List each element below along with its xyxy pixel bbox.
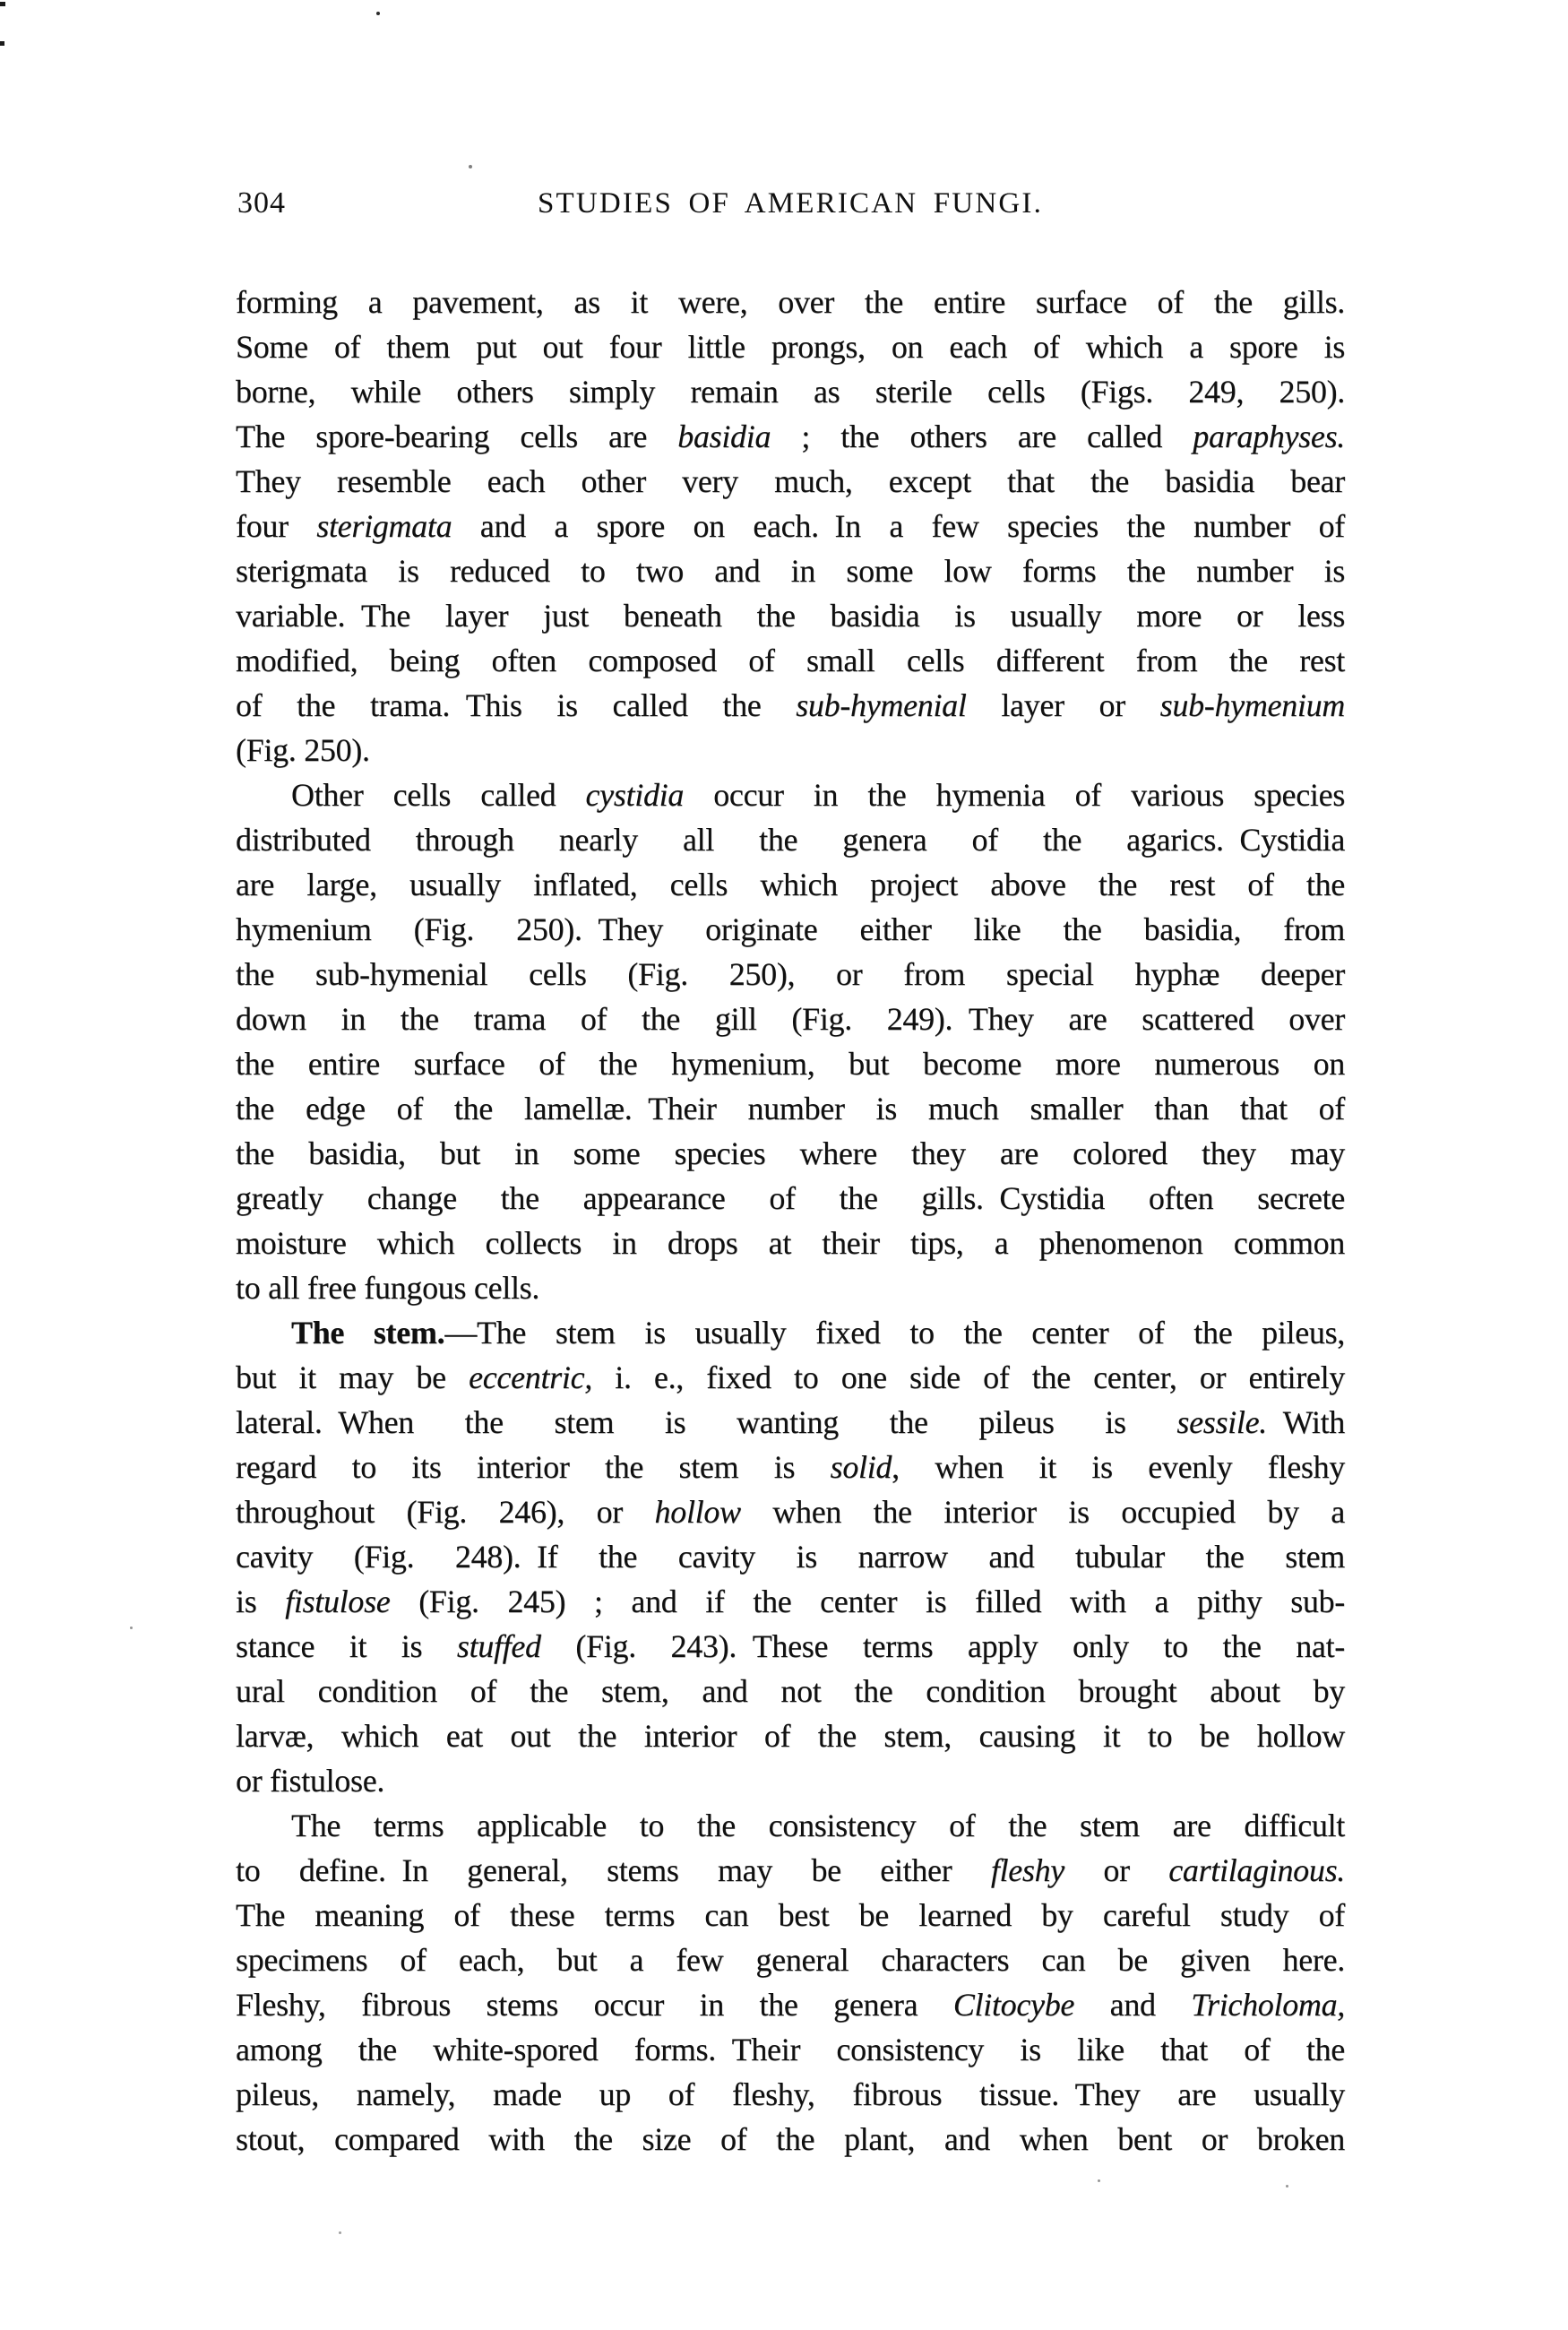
text-line xyxy=(236,1400,1345,1445)
text-segment: fleshy xyxy=(990,1852,1064,1888)
scan-artifact xyxy=(130,1627,133,1629)
text-line xyxy=(236,772,1345,817)
text-line xyxy=(236,548,1345,593)
text-line xyxy=(236,1803,1345,1848)
text-line xyxy=(236,1445,1345,1489)
text-segment: or xyxy=(1064,1852,1169,1888)
text-segment: modified, being often composed of small cells different from the rest xyxy=(236,643,1345,678)
text-line xyxy=(236,280,1345,324)
text-line xyxy=(236,1221,1345,1265)
text-segment: is xyxy=(236,1584,286,1619)
text-segment: stuffed xyxy=(456,1628,541,1664)
text-line xyxy=(236,1713,1345,1758)
text-segment: greatly change the appearance of the gills. Cystidia often secrete xyxy=(236,1180,1345,1216)
text-line xyxy=(236,1086,1345,1131)
text-line xyxy=(236,1848,1345,1893)
text-segment: sub-hymenium xyxy=(1159,687,1346,723)
scan-artifact xyxy=(1098,2179,1100,2182)
text-segment: the sub-hymenial cells (Fig. 250), or from special hyphæ deeper xyxy=(236,956,1345,992)
text-line xyxy=(236,907,1345,952)
text-segment: to all free fungous cells. xyxy=(236,1270,540,1306)
text-segment: With xyxy=(1266,1404,1345,1440)
text-line xyxy=(236,952,1345,997)
scan-artifact xyxy=(1286,2185,1288,2188)
text-segment: regard to its interior the stem is xyxy=(236,1449,831,1485)
text-segment: cartilaginous. xyxy=(1168,1852,1345,1888)
text-line xyxy=(236,1579,1345,1624)
text-segment: fistulose xyxy=(285,1584,391,1619)
text-line xyxy=(236,324,1345,369)
text-line xyxy=(236,1758,1345,1803)
paragraph xyxy=(236,1803,1345,2162)
text-segment: when the interior is occupied by a xyxy=(740,1494,1345,1530)
text-line xyxy=(236,1982,1345,2027)
text-line xyxy=(236,1131,1345,1176)
text-segment: forming a pavement, as it were, over the entire surface of the gills. xyxy=(236,284,1345,320)
text-line xyxy=(236,638,1345,683)
text-segment: and a spore on each. In a few species the number of xyxy=(452,508,1345,544)
text-line xyxy=(236,1310,1345,1355)
text-line xyxy=(236,1624,1345,1669)
text-segment: sessile. xyxy=(1176,1404,1267,1440)
text-segment: solid xyxy=(830,1449,892,1485)
text-segment: (Fig. 250). xyxy=(236,732,370,768)
text-segment: ; the others are called xyxy=(771,419,1193,454)
text-segment: They resemble each other very much, except that the basidia bear xyxy=(236,463,1345,499)
text-segment: the basidia, but in some species where they are colored they may xyxy=(236,1135,1345,1171)
text-segment: paraphyses. xyxy=(1193,419,1345,454)
text-line xyxy=(236,1893,1345,1937)
text-line xyxy=(236,1355,1345,1400)
running-head xyxy=(236,184,1345,223)
text-segment: hollow xyxy=(654,1494,741,1530)
text-segment: (Fig. 245) ; and if the center is filled with a pithy sub- xyxy=(390,1584,1345,1619)
text-segment: variable. The layer just beneath the basidia is usually more or less xyxy=(236,598,1345,634)
text-segment: eccentric, xyxy=(469,1359,592,1395)
text-line xyxy=(236,1265,1345,1310)
scan-artifact xyxy=(339,2231,341,2234)
text-segment: or fistulose. xyxy=(236,1763,385,1799)
scan-artifact xyxy=(376,12,380,15)
text-line xyxy=(236,683,1345,728)
text-segment: among the white-spored forms. Their consistency is like that of the xyxy=(236,2032,1345,2067)
text-segment: distributed through nearly all the genera of the agarics. Cystidia xyxy=(236,822,1345,858)
text-segment: Tricholoma, xyxy=(1191,1987,1345,2023)
text-segment: hymenium (Fig. 250). They originate either like the basidia, from xyxy=(236,911,1345,947)
text-line xyxy=(236,1489,1345,1534)
text-segment: stance it is xyxy=(236,1628,457,1664)
text-segment: cavity (Fig. 248). If the cavity is narrow and tubular the stem xyxy=(236,1539,1345,1575)
text-line xyxy=(236,1041,1345,1086)
running-title: STUDIES OF AMERICAN FUNGI. xyxy=(537,187,1044,220)
text-segment: , when it is evenly fleshy xyxy=(892,1449,1345,1485)
text-line xyxy=(236,459,1345,504)
text-segment: Other cells called xyxy=(291,777,586,813)
text-line xyxy=(236,1176,1345,1221)
text-line xyxy=(236,1937,1345,1982)
paragraph xyxy=(236,772,1345,1310)
text-segment: but it may be xyxy=(236,1359,470,1395)
text-line xyxy=(236,504,1345,548)
text-line xyxy=(236,593,1345,638)
text-line xyxy=(236,414,1345,459)
paragraph xyxy=(236,1310,1345,1803)
page-number: 304 xyxy=(237,186,286,220)
text-line xyxy=(236,369,1345,414)
text-segment: are large, usually inflated, cells which project above the rest of the xyxy=(236,867,1345,902)
text-segment: Fleshy, fibrous stems occur in the genera xyxy=(236,1987,953,2023)
text-segment: and xyxy=(1074,1987,1192,2023)
text-segment: throughout (Fig. 246), or xyxy=(236,1494,655,1530)
text-segment: layer or xyxy=(966,687,1160,723)
text-segment: borne, while others simply remain as sterile cells (Figs. 249, 250). xyxy=(236,374,1345,410)
text-segment: the edge of the lamellæ. Their number is much smaller than that of xyxy=(236,1091,1345,1126)
text-segment: larvæ, which eat out the interior of the stem, causing it to be hollow xyxy=(236,1718,1345,1754)
scan-artifact xyxy=(0,41,4,46)
text-line xyxy=(236,2027,1345,2072)
text-segment: i. e., fixed to one side of the center, or entirely xyxy=(591,1359,1345,1395)
text-segment: the entire surface of the hymenium, but become more numerous on xyxy=(236,1046,1345,1082)
text-segment: four xyxy=(236,508,317,544)
text-segment: sub-hymenial xyxy=(796,687,967,723)
text-segment: sterigmata is reduced to two and in some low forms the number is xyxy=(236,553,1345,589)
text-line xyxy=(236,862,1345,907)
text-line xyxy=(236,728,1345,772)
text-line xyxy=(236,997,1345,1041)
text-segment: to define. In general, stems may be either xyxy=(236,1852,991,1888)
text-body xyxy=(236,280,1345,2162)
text-segment: Clitocybe xyxy=(952,1987,1075,2023)
text-segment: cystidia xyxy=(585,777,685,813)
text-line xyxy=(236,1534,1345,1579)
text-segment: lateral. When the stem is wanting the pileus is xyxy=(236,1404,1177,1440)
text-line xyxy=(236,2117,1345,2162)
text-segment: specimens of each, but a few general characters can be given here. xyxy=(236,1942,1345,1978)
text-segment: —The stem is usually fixed to the center of the pileus, xyxy=(444,1315,1346,1351)
text-block xyxy=(236,184,1345,2162)
text-segment: stout, compared with the size of the plant, and when bent or broken xyxy=(236,2121,1345,2157)
text-segment: The stem. xyxy=(291,1315,445,1351)
text-line xyxy=(236,2072,1345,2117)
text-segment: Some of them put out four little prongs, on each of which a spore is xyxy=(236,329,1345,365)
text-segment: The spore-bearing cells are xyxy=(236,419,678,454)
text-segment: The terms applicable to the consistency of the stem are difficult xyxy=(291,1808,1345,1843)
text-segment: of the trama. This is called the xyxy=(236,687,797,723)
text-segment: occur in the hymenia of various species xyxy=(684,777,1345,813)
text-segment: ural condition of the stem, and not the condition brought about by xyxy=(236,1673,1345,1709)
text-line xyxy=(236,817,1345,862)
text-segment: (Fig. 243). These terms apply only to the nat- xyxy=(540,1628,1345,1664)
text-segment: The meaning of these terms can best be learned by careful study of xyxy=(236,1897,1345,1933)
scan-artifact xyxy=(469,165,472,168)
text-segment: basidia xyxy=(677,419,771,454)
text-line xyxy=(236,1669,1345,1713)
paragraph xyxy=(236,280,1345,772)
scan-artifact xyxy=(0,2,5,6)
text-segment: moisture which collects in drops at their tips, a phenomenon common xyxy=(236,1225,1345,1261)
text-segment: down in the trama of the gill (Fig. 249). They are scattered over xyxy=(236,1001,1345,1037)
text-segment: pileus, namely, made up of fleshy, fibrous tissue. They are usually xyxy=(236,2076,1345,2112)
text-segment: sterigmata xyxy=(316,508,452,544)
